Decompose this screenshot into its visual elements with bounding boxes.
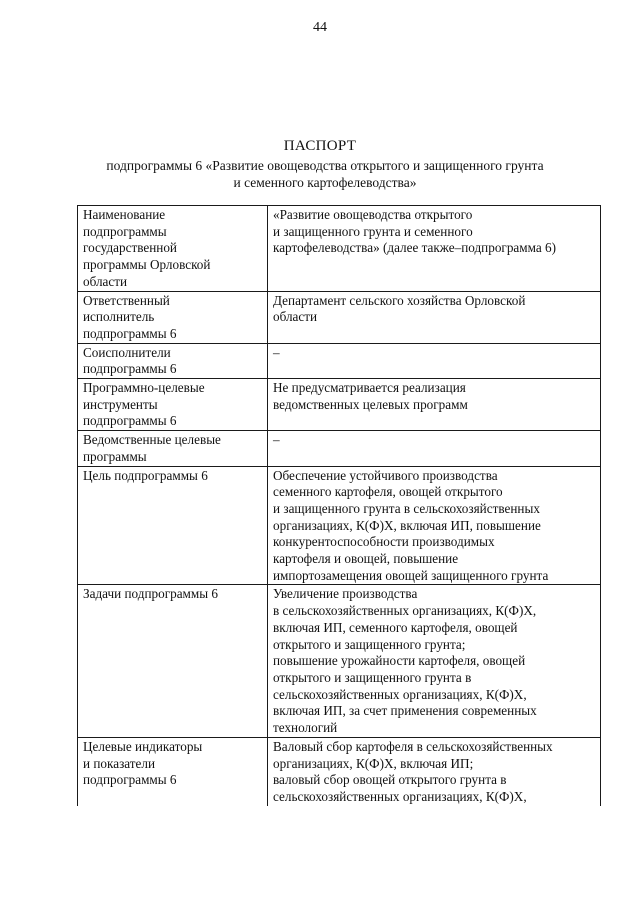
table-row bbox=[78, 431, 601, 466]
row-label: Наименование подпрограммы государственной программы Орловской области bbox=[78, 206, 268, 292]
table-row bbox=[78, 466, 601, 585]
table-row bbox=[78, 737, 601, 805]
row-value: Валовый сбор картофеля в сельскохозяйственных организациях, К(Ф)Х, включая ИП; валовый сбор овощей открытого грунта в сельскохозяйственных организациях, К(Ф)Х, bbox=[268, 737, 601, 805]
row-value: Обеспечение устойчивого производства семенного картофеля, овощей открытого и защищенного грунта в сельскохозяйственных организациях, К(Ф)Х, включая ИП, повышение конкурентоспособности производимых картофеля и овощей, повышение импортозамещения овощей защищенного грунта bbox=[268, 466, 601, 585]
row-value: Увеличение производства в сельскохозяйственных организациях, К(Ф)Х, включая ИП, семенного картофеля, овощей открытого и защищенного грунта; повышение урожайности картофеля, овощей открытого и защищенного грунта в сельскохозяйственных организациях, К(Ф)Х, включая ИП, за счет применения современных технологий bbox=[268, 585, 601, 737]
table-row bbox=[78, 291, 601, 343]
document-subtitle bbox=[60, 157, 590, 191]
row-label: Программно-целевые инструменты подпрограммы 6 bbox=[78, 379, 268, 431]
subtitle-text: подпрограммы 6 «Развитие овощеводства открытого и защищенного грунта и семенного картофелеводства» bbox=[106, 158, 544, 190]
table-row bbox=[78, 379, 601, 431]
row-value: Не предусматривается реализация ведомственных целевых программ bbox=[268, 379, 601, 431]
row-label: Ведомственные целевые программы bbox=[78, 431, 268, 466]
row-value: Департамент сельского хозяйства Орловской области bbox=[268, 291, 601, 343]
table-row bbox=[78, 343, 601, 378]
row-label: Целевые индикаторы и показатели подпрограммы 6 bbox=[78, 737, 268, 805]
row-value: – bbox=[268, 431, 601, 466]
document-title: ПАСПОРТ bbox=[283, 138, 357, 154]
row-label: Соисполнители подпрограммы 6 bbox=[78, 343, 268, 378]
row-label: Задачи подпрограммы 6 bbox=[78, 585, 268, 737]
page-number: 44 bbox=[313, 20, 327, 35]
passport-table bbox=[77, 205, 601, 806]
row-value: – bbox=[268, 343, 601, 378]
row-value: «Развитие овощеводства открытого и защищенного грунта и семенного картофелеводства» (далее также–подпрограмма 6) bbox=[268, 206, 601, 292]
row-label: Цель подпрограммы 6 bbox=[78, 466, 268, 585]
table-row bbox=[78, 206, 601, 292]
table-row bbox=[78, 585, 601, 737]
row-label: Ответственный исполнитель подпрограммы 6 bbox=[78, 291, 268, 343]
